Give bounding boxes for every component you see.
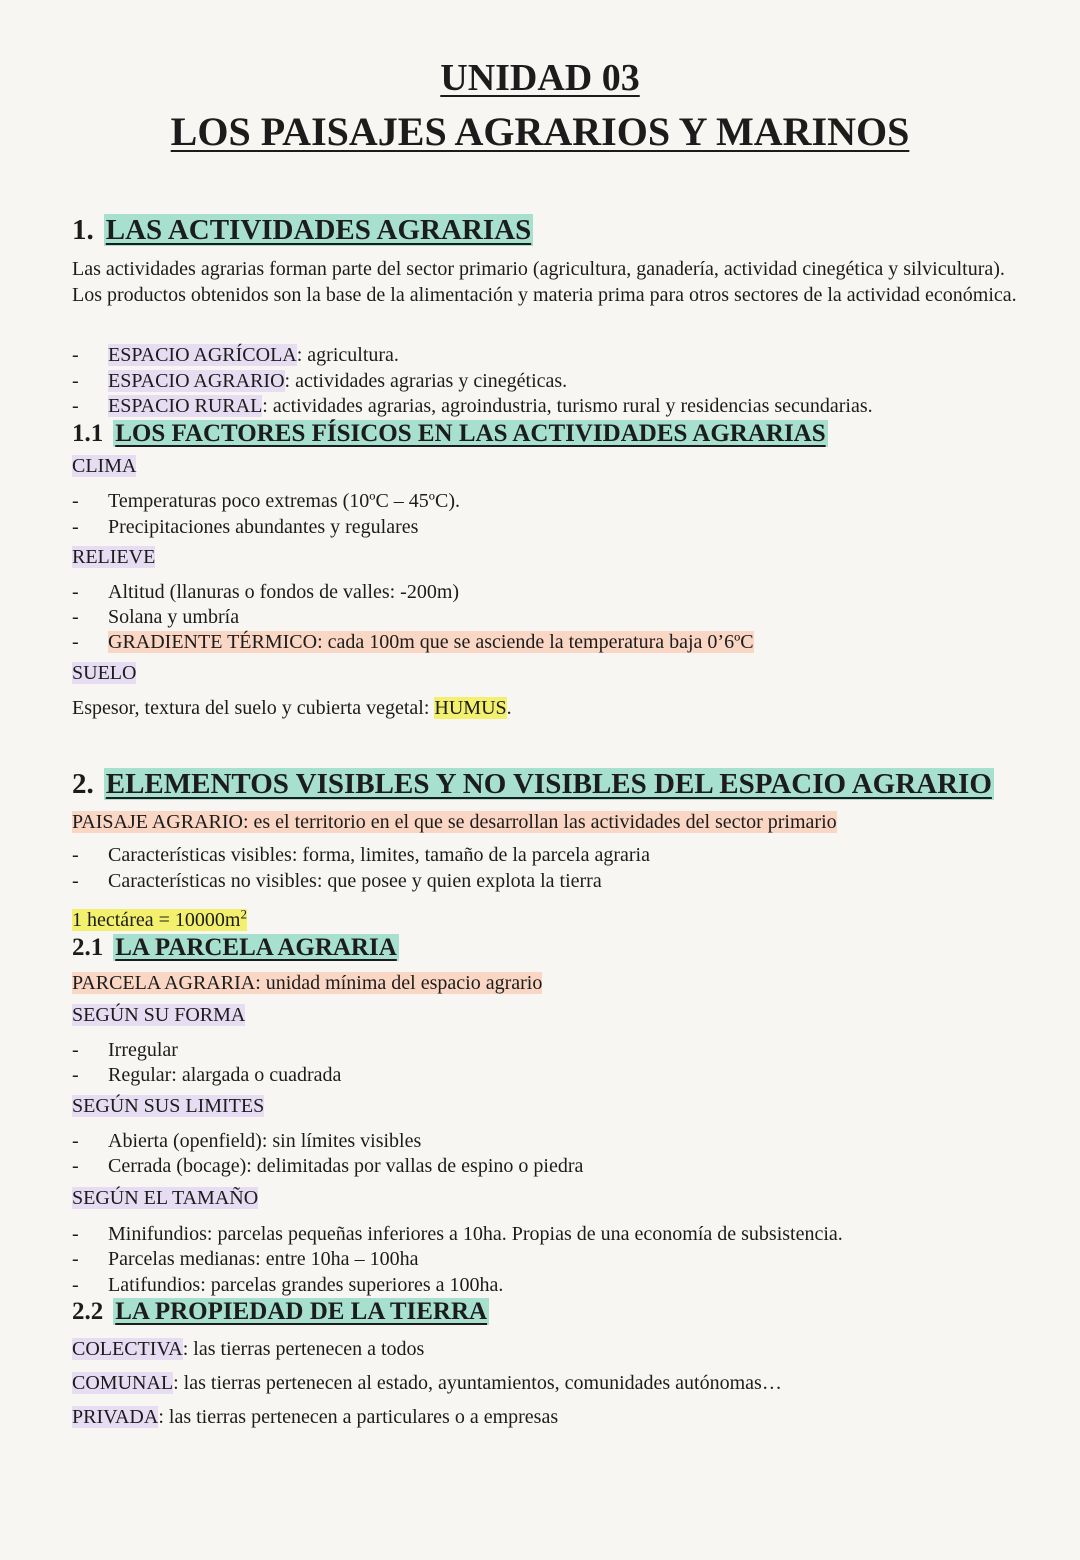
list-item: - Irregular [72, 1039, 178, 1061]
suelo-label: SUELO [72, 662, 137, 684]
list-item: - Cerrada (bocage): delimitadas por vallas de espino o piedra [72, 1155, 584, 1177]
tamano-label: SEGÚN EL TAMAÑO [72, 1187, 259, 1209]
unit-heading: UNIDAD 03 [440, 57, 640, 99]
section-2-heading: 2. ELEMENTOS VISIBLES Y NO VISIBLES DEL ESPACIO AGRARIO [72, 768, 992, 800]
section-2-1-heading: 2.1 LA PARCELA AGRARIA [72, 934, 397, 961]
list-item: - GRADIENTE TÉRMICO: cada 100m que se asciende la temperatura baja 0’6ºC [72, 631, 754, 653]
section-1-intro: Las actividades agrarias forman parte del sector primario (agricultura, ganadería, actividad cinegética y silvicultura). Los productos obtenidos son la base de la alimentación y materia prima para otros sectores de la actividad económica. [72, 258, 1017, 306]
list-item: - Altitud (llanuras o fondos de valles: -200m) [72, 581, 460, 603]
list-item: - ESPACIO AGRARIO: actividades agrarias y cinegéticas. [72, 370, 568, 392]
list-item: COLECTIVA: las tierras pertenecen a todos [72, 1338, 425, 1360]
list-item: - ESPACIO RURAL: actividades agrarias, agroindustria, turismo rural y residencias secundarias. [72, 395, 873, 417]
list-item: COMUNAL: las tierras pertenecen al estado, ayuntamientos, comunidades autónomas… [72, 1372, 782, 1394]
clima-label: CLIMA [72, 455, 137, 477]
section-2-2-heading: 2.2 LA PROPIEDAD DE LA TIERRA [72, 1298, 488, 1325]
parcela-definition: PARCELA AGRARIA: unidad mínima del espacio agrario [72, 972, 543, 994]
list-item: PRIVADA: las tierras pertenecen a particulares o a empresas [72, 1406, 559, 1428]
page-title: LOS PAISAJES AGRARIOS Y MARINOS [170, 109, 910, 154]
list-item: - Temperaturas poco extremas (10ºC – 45ºC). [72, 490, 461, 512]
list-item: - Minifundios: parcelas pequeñas inferiores a 10ha. Propias de una economía de subsistencia. [72, 1223, 843, 1245]
section-1-1-heading: 1.1 LOS FACTORES FÍSICOS EN LAS ACTIVIDADES AGRARIAS [72, 420, 826, 447]
list-item: - Latifundios: parcelas grandes superiores a 100ha. [72, 1274, 504, 1296]
paisaje-agrario-definition: PAISAJE AGRARIO: es el territorio en el que se desarrollan las actividades del sector primario [72, 811, 837, 833]
hectarea-note: 1 hectárea = $10000m^2$ [72, 906, 247, 931]
list-item: - Regular: alargada o cuadrada [72, 1064, 342, 1086]
relieve-label: RELIEVE [72, 546, 156, 568]
forma-label: SEGÚN SU FORMA [72, 1004, 246, 1026]
section-1-heading: 1. LAS ACTIVIDADES AGRARIAS [72, 214, 532, 246]
list-item: - Solana y umbría [72, 606, 240, 628]
list-item: - Parcelas medianas: entre 10ha – 100ha [72, 1248, 419, 1270]
list-item: - Precipitaciones abundantes y regulares [72, 516, 419, 538]
limites-label: SEGÚN SUS LIMITES [72, 1095, 265, 1117]
list-item: - Características visibles: forma, limites, tamaño de la parcela agraria [72, 844, 650, 866]
list-item: - Características no visibles: que posee y quien explota la tierra [72, 870, 602, 892]
list-item: - Abierta (openfield): sin límites visibles [72, 1130, 422, 1152]
suelo-text: Espesor, textura del suelo y cubierta vegetal: HUMUS. [72, 697, 512, 719]
list-item: - ESPACIO AGRÍCOLA: agricultura. [72, 344, 399, 366]
